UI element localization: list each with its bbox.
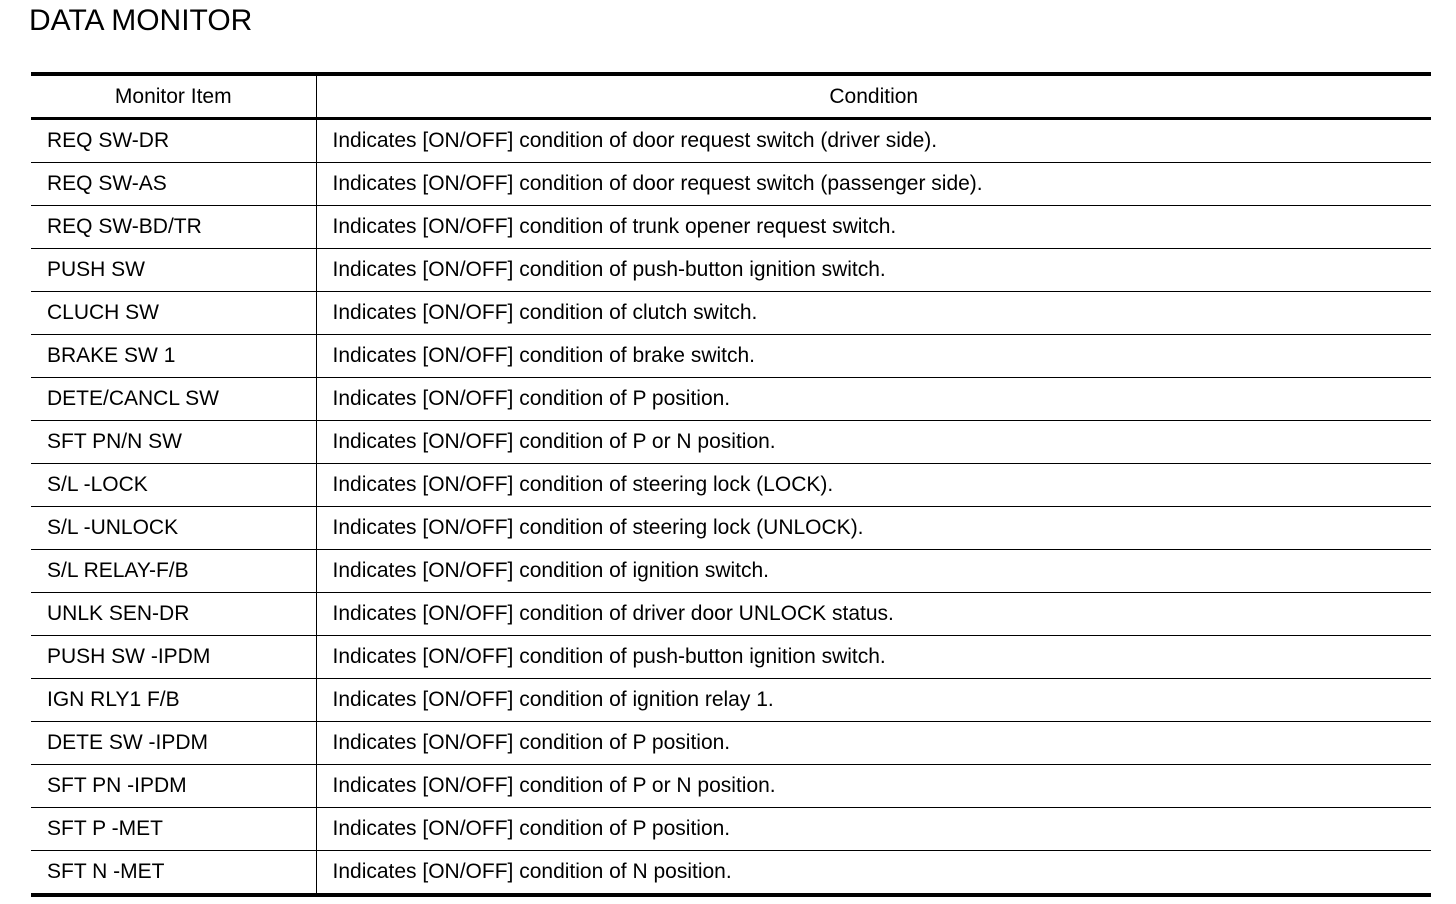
table-row — [31, 507, 1431, 550]
table-row — [31, 464, 1431, 507]
condition-cell: Indicates [ON/OFF] condition of brake switch. — [316, 335, 1431, 378]
condition-cell: Indicates [ON/OFF] condition of P position. — [316, 808, 1431, 851]
condition-cell: Indicates [ON/OFF] condition of door request switch (driver side). — [316, 119, 1431, 163]
condition-cell: Indicates [ON/OFF] condition of steering lock (LOCK). — [316, 464, 1431, 507]
table-row — [31, 765, 1431, 808]
monitor-item-cell: S/L -UNLOCK — [31, 507, 316, 550]
monitor-item-cell: REQ SW-DR — [31, 119, 316, 163]
condition-cell: Indicates [ON/OFF] condition of push-button ignition switch. — [316, 249, 1431, 292]
table-row — [31, 335, 1431, 378]
page-title: DATA MONITOR — [29, 4, 253, 37]
condition-cell: Indicates [ON/OFF] condition of ignition relay 1. — [316, 679, 1431, 722]
table-row — [31, 119, 1431, 163]
monitor-item-cell: DETE/CANCL SW — [31, 378, 316, 421]
monitor-item-cell: SFT PN -IPDM — [31, 765, 316, 808]
monitor-item-cell: IGN RLY1 F/B — [31, 679, 316, 722]
header-row — [31, 74, 1431, 119]
condition-cell: Indicates [ON/OFF] condition of N position. — [332, 860, 732, 883]
monitor-item-cell: REQ SW-BD/TR — [31, 206, 316, 249]
condition-cell: Indicates [ON/OFF] condition of driver door UNLOCK status. — [316, 593, 1431, 636]
table-row — [31, 421, 1431, 464]
condition-cell: Indicates [ON/OFF] condition of P position. — [316, 722, 1431, 765]
monitor-item-cell: S/L RELAY-F/B — [31, 550, 316, 593]
header-condition: Condition — [316, 74, 1431, 119]
monitor-item-cell: PUSH SW -IPDM — [31, 636, 316, 679]
condition-cell: Indicates [ON/OFF] condition of push-button ignition switch. — [316, 636, 1431, 679]
table-row — [31, 249, 1431, 292]
monitor-item-cell: SFT P -MET — [31, 808, 316, 851]
monitor-item-cell: SFT N -MET — [31, 851, 316, 896]
monitor-item-cell: BRAKE SW 1 — [31, 335, 316, 378]
monitor-item-cell: REQ SW-AS — [31, 163, 316, 206]
table-row — [31, 679, 1431, 722]
table-row — [31, 851, 1431, 896]
data-monitor-table — [31, 72, 1431, 897]
table-row — [31, 722, 1431, 765]
condition-cell: Indicates [ON/OFF] condition of steering lock (UNLOCK). — [316, 507, 1431, 550]
table-row — [31, 808, 1431, 851]
table-row — [31, 636, 1431, 679]
table-row — [31, 292, 1431, 335]
condition-cell: Indicates [ON/OFF] condition of door request switch (passenger side). — [316, 163, 1431, 206]
condition-cell: Indicates [ON/OFF] condition of P position. — [316, 378, 1431, 421]
condition-cell: Indicates [ON/OFF] condition of trunk opener request switch. — [316, 206, 1431, 249]
monitor-item-cell: S/L -LOCK — [31, 464, 316, 507]
condition-cell: Indicates [ON/OFF] condition of P or N position. — [316, 421, 1431, 464]
table-header — [31, 74, 1431, 119]
condition-cell: Indicates [ON/OFF] condition of ignition switch. — [316, 550, 1431, 593]
condition-cell: Indicates [ON/OFF] condition of clutch switch. — [316, 292, 1431, 335]
table-row — [31, 206, 1431, 249]
condition-cell: Indicates [ON/OFF] condition of P or N position. — [316, 765, 1431, 808]
table-row — [31, 378, 1431, 421]
header-monitor-item: Monitor Item — [31, 74, 316, 119]
monitor-item-cell: UNLK SEN-DR — [31, 593, 316, 636]
monitor-item-cell: CLUCH SW — [31, 292, 316, 335]
table-row — [31, 163, 1431, 206]
table-row — [31, 593, 1431, 636]
table-row — [31, 550, 1431, 593]
monitor-item-cell: PUSH SW — [31, 249, 316, 292]
table-body — [31, 119, 1431, 896]
monitor-item-cell: SFT PN/N SW — [31, 421, 316, 464]
monitor-item-cell: DETE SW -IPDM — [31, 722, 316, 765]
